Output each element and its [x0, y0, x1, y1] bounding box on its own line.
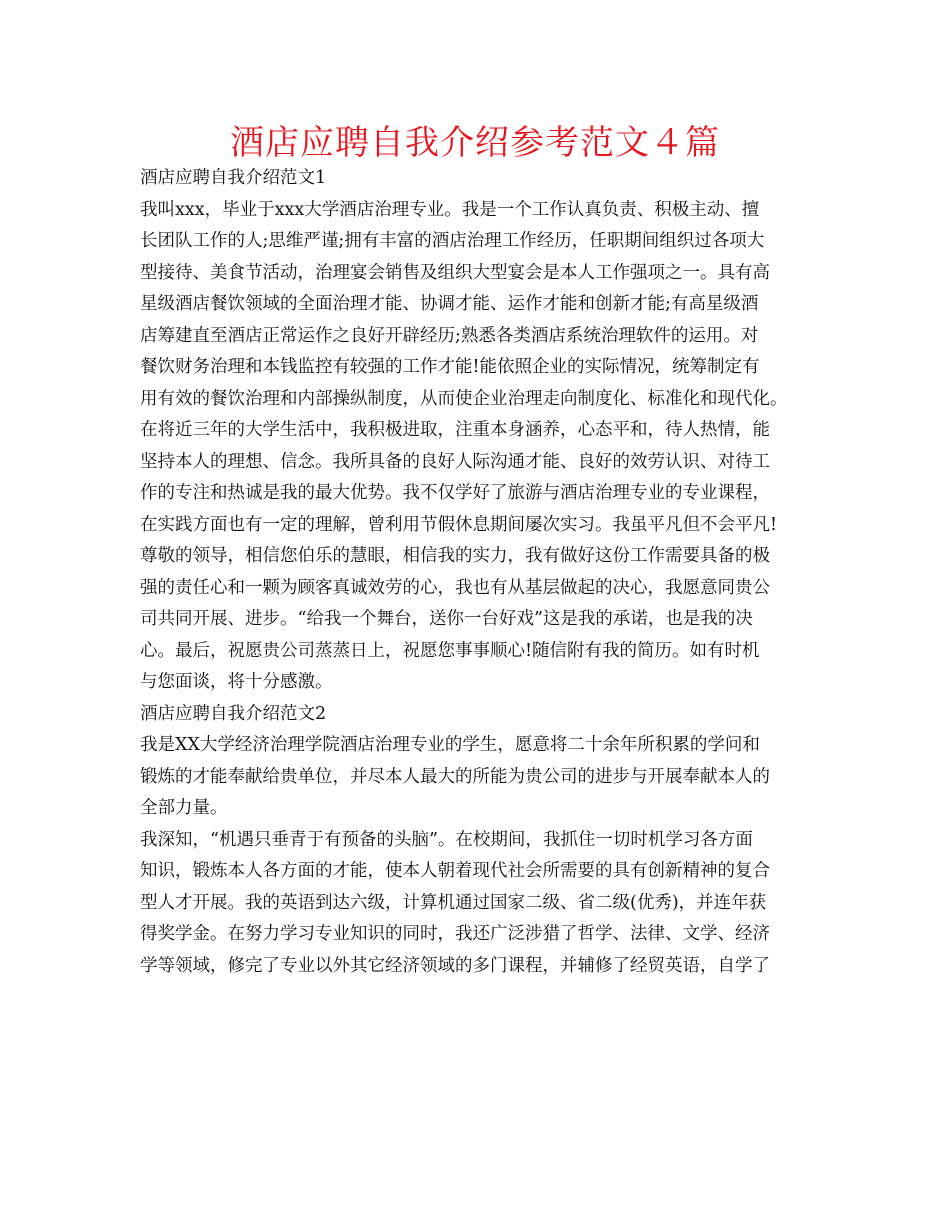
- text-line: 锻炼的才能奉献给贵单位，并尽本人最大的所能为贵公司的进步与开展奉献本人的: [140, 766, 770, 787]
- text-line: 长团队工作的人;思维严谨;拥有丰富的酒店治理工作经历，任职期间组织过各项大: [140, 231, 765, 251]
- document-body: [140, 163, 840, 982]
- text-line: 星级酒店餐饮领域的全面治理才能、协调才能、运作才能和创新才能;有高星级酒: [140, 294, 759, 314]
- text-line: 店筹建直至酒店正常运作之良好开辟经历;熟悉各类酒店系统治理软件的运用。对: [140, 325, 759, 346]
- text-line: 酒店应聘自我介绍范文1: [140, 168, 327, 188]
- text-line: 用有效的餐饮治理和内部操纵制度，从而使企业治理走向制度化、标准化和现代化。: [140, 388, 788, 409]
- text-line: 得奖学金。在努力学习专业知识的同时，我还广泛涉猎了哲学、法律、文学、经济: [140, 924, 770, 944]
- text-line: 尊敬的领导，相信您伯乐的慧眼，相信我的实力，我有做好这份工作需要具备的极: [140, 546, 770, 566]
- text-line: 与您面谈，将十分感激。: [140, 672, 333, 692]
- text-line: 酒店应聘自我介绍范文2: [140, 703, 327, 724]
- text-line: 在实践方面也有一定的理解，曾利用节假休息期间屡次实习。我虽平凡但不会平凡!: [140, 514, 778, 535]
- text-line: 坚持本人的理想、信念。我所具备的良好人际沟通才能、良好的效劳认识、对待工: [140, 451, 770, 472]
- text-line: 型人才开展。我的英语到达六级，计算机通过国家二级、省二级(优秀)，并连年获: [140, 892, 767, 913]
- text-line: 我深知，“机遇只垂青于有预备的头脑”。在校期间，我抓住一切时机学习各方面: [140, 829, 753, 850]
- text-line: 全部力量。: [140, 798, 228, 818]
- text-line: 知识，锻炼本人各方面的才能，使本人朝着现代社会所需要的具有创新精神的复合: [140, 861, 770, 881]
- text-line: 在将近三年的大学生活中，我积极进取，注重本身涵养，心态平和，待人热情，能: [140, 420, 770, 440]
- text-line: 作的专注和热诚是我的最大优势。我不仅学好了旅游与酒店治理专业的专业课程，: [140, 483, 770, 503]
- text-line: 我叫xxx，毕业于xxx大学酒店治理专业。我是一个工作认真负责、积极主动、擅: [140, 199, 760, 220]
- text-line: 心。最后，祝愿贵公司蒸蒸日上，祝愿您事事顺心!随信附有我的简历。如有时机: [140, 640, 760, 661]
- document-title: 酒店应聘自我介绍参考范文４篇: [230, 123, 720, 163]
- text-line: 司共同开展、进步。“给我一个舞台，送你一台好戏”这是我的承诺，也是我的决: [140, 609, 753, 629]
- text-line: 强的责任心和一颗为顾客真诚效劳的心，我也有从基层做起的决心，我愿意同贵公: [140, 577, 770, 598]
- text-line: 我是XX大学经济治理学院酒店治理专业的学生，愿意将二十余年所积累的学问和: [140, 735, 760, 755]
- text-line: 学等领域，修完了专业以外其它经济领域的多门课程，并辅修了经贸英语，自学了: [140, 955, 770, 976]
- text-line: 餐饮财务治理和本钱监控有较强的工作才能!能依照企业的实际情况，统筹制定有: [140, 357, 760, 377]
- text-line: 型接待、美食节活动，治理宴会销售及组织大型宴会是本人工作强项之一。具有高: [140, 262, 770, 283]
